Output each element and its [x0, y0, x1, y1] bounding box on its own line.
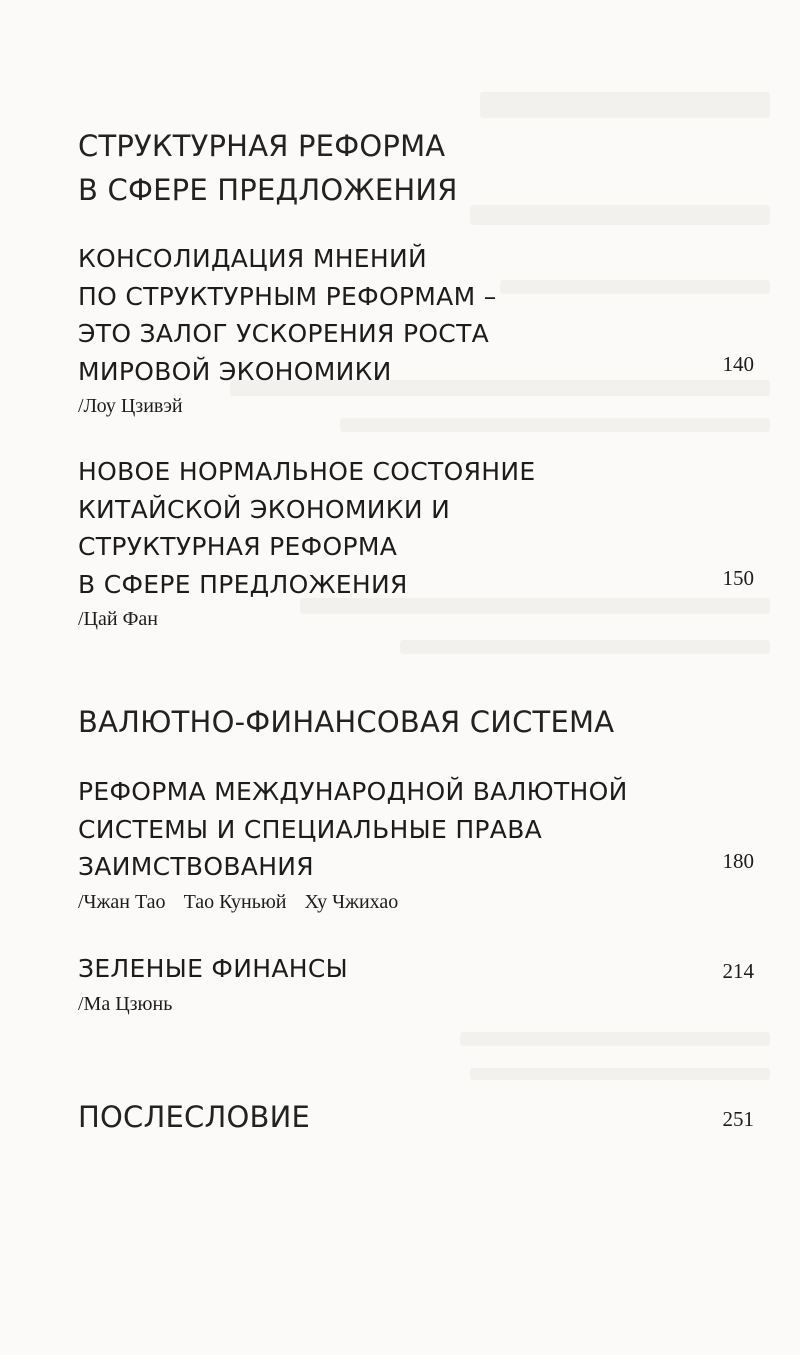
author-name: /Чжан Тао [78, 890, 166, 913]
entry-author [78, 990, 758, 1018]
entry-author [78, 392, 758, 420]
afterword-title[interactable]: ПОСЛЕСЛОВИЕ [78, 1100, 311, 1134]
page-number: 214 [722, 959, 754, 983]
page-number: 150 [722, 566, 754, 590]
toc-entry[interactable] [78, 453, 758, 633]
toc-entry[interactable] [78, 240, 758, 420]
entry-title-line: ЗЕЛЕНЫЕ ФИНАНСЫ [78, 954, 348, 983]
entry-title-line: КОНСОЛИДАЦИЯ МНЕНИЙ [78, 244, 427, 273]
toc-entry[interactable] [78, 950, 758, 1018]
entry-title [78, 240, 758, 390]
entry-title-line: РЕФОРМА МЕЖДУНАРОДНОЙ ВАЛЮТНОЙ [78, 777, 628, 806]
entry-author [78, 605, 758, 633]
author-name: Тао Куньюй [183, 890, 287, 913]
bleed-through-mark [400, 640, 770, 654]
section-title-line: СТРУКТУРНАЯ РЕФОРМА [78, 129, 446, 163]
entry-title-line: В СФЕРЕ ПРЕДЛОЖЕНИЯ [78, 569, 408, 599]
bleed-through-mark [470, 1068, 770, 1080]
entry-title-line: НОВОЕ НОРМАЛЬНОЕ СОСТОЯНИЕ [78, 457, 536, 486]
entry-title-line: ПО СТРУКТУРНЫМ РЕФОРМАМ – [78, 281, 497, 311]
page-number: 251 [722, 1107, 754, 1131]
section-title-line: В СФЕРЕ ПРЕДЛОЖЕНИЯ [78, 173, 458, 207]
entry-title-line: СТРУКТУРНАЯ РЕФОРМА [78, 532, 398, 561]
entry-title [78, 950, 758, 988]
entry-title-line: МИРОВОЙ ЭКОНОМИКИ [78, 356, 392, 386]
entry-title [78, 773, 758, 886]
toc-entry[interactable] [78, 773, 758, 916]
entry-title-line: КИТАЙСКОЙ ЭКОНОМИКИ И [78, 494, 451, 524]
author-name: /Цай Фан [78, 608, 158, 630]
author-name: /Лоу Цзивэй [78, 395, 183, 417]
section-title-line: ВАЛЮТНО-ФИНАНСОВАЯ СИСТЕМА [78, 705, 615, 739]
section-title [78, 124, 458, 212]
entry-title-line: СИСТЕМЫ И СПЕЦИАЛЬНЫЕ ПРАВА [78, 814, 543, 844]
page-number: 180 [722, 849, 754, 873]
entry-author [78, 888, 758, 916]
bleed-through-mark [480, 92, 770, 118]
author-name: /Ма Цзюнь [78, 992, 173, 1015]
bleed-through-mark [340, 418, 770, 432]
author-name: Ху Чжихао [304, 890, 399, 913]
entry-title-line: ЗАИМСТВОВАНИЯ [78, 852, 314, 881]
bleed-through-mark [460, 1032, 770, 1046]
bleed-through-mark [470, 205, 770, 225]
page-number: 140 [722, 352, 754, 376]
entry-title [78, 453, 758, 603]
entry-title-line: ЭТО ЗАЛОГ УСКОРЕНИЯ РОСТА [78, 319, 490, 348]
section-title [78, 700, 614, 744]
